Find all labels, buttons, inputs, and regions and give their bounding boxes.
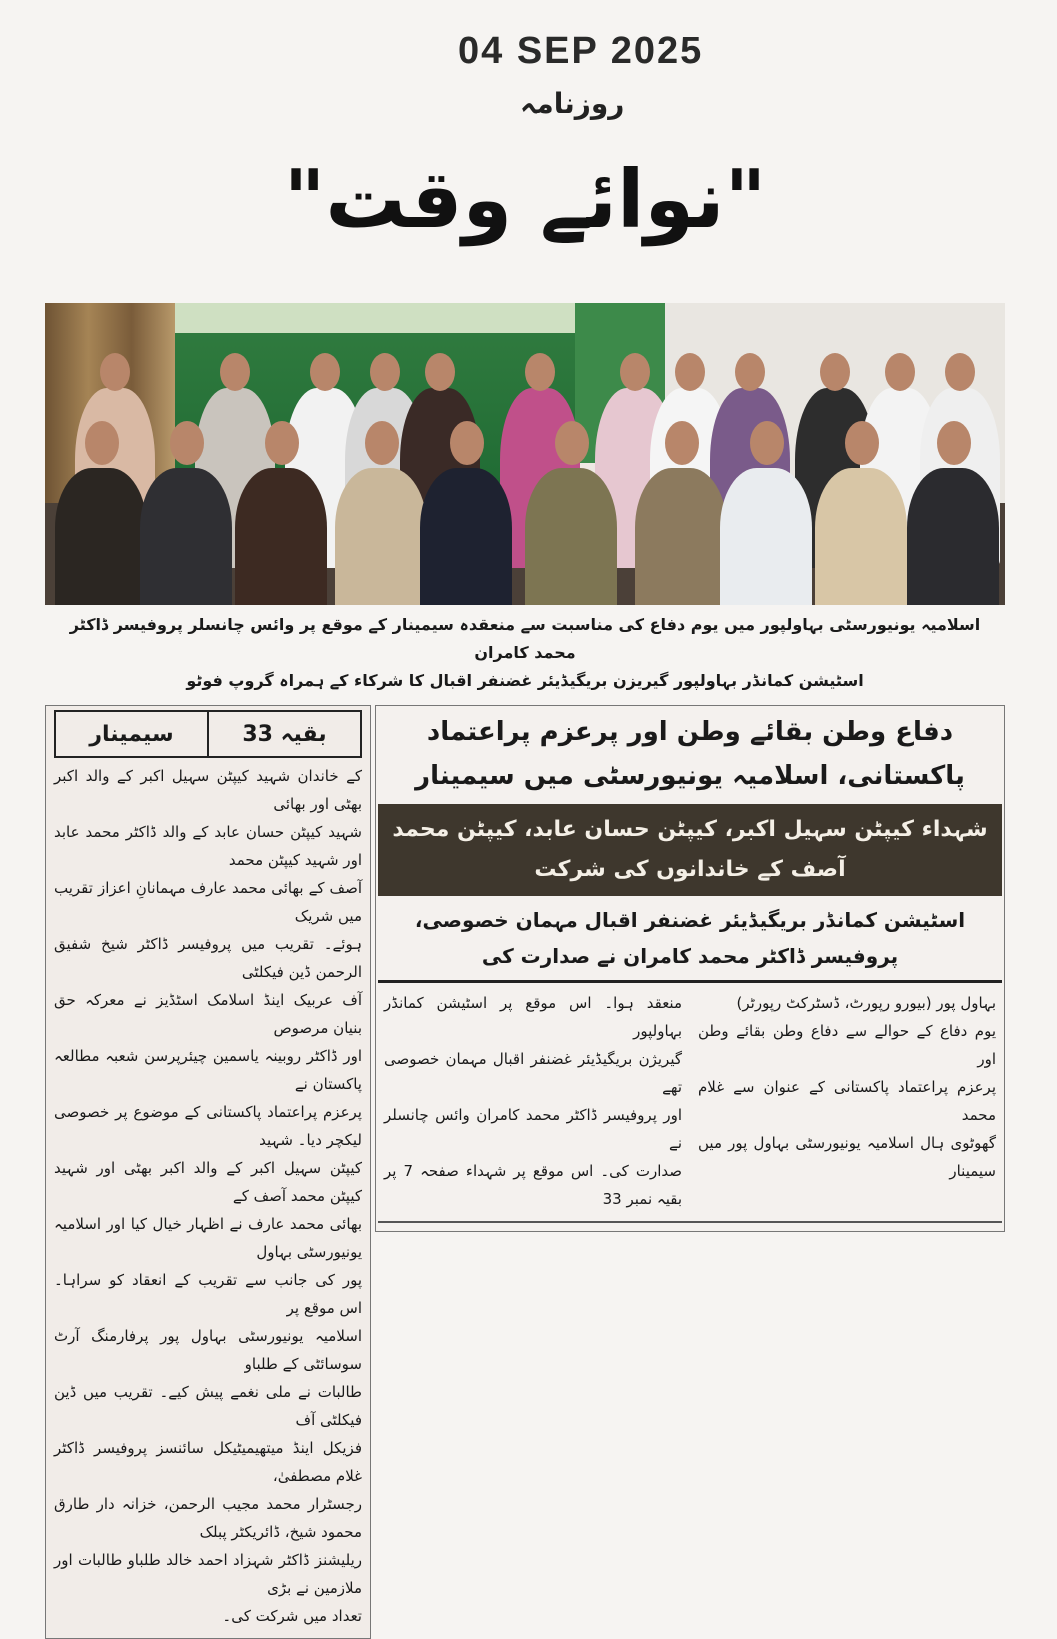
- text-line: گیریژن بریگیڈیئر غضنفر اقبال مہمان خصوصی تھے: [384, 1050, 682, 1096]
- text-line: اسلامیہ یونیورسٹی بہاول پور پرفارمنگ آرٹ سوسائٹی کے طلباو: [54, 1327, 362, 1373]
- continuation-title: سیمینار: [89, 721, 174, 747]
- continuation-column: [45, 705, 371, 1639]
- text-line: کیپٹن سہیل اکبر کے والد اکبر بھٹی اور شہید کیپٹن محمد آصف کے: [54, 1159, 362, 1205]
- person-head: [937, 421, 971, 465]
- photo-caption: [45, 605, 1005, 701]
- person: [720, 468, 812, 605]
- person: [235, 468, 327, 605]
- caption-line: اسٹیشن کمانڈر بہاولپور گیریزن بریگیڈیئر غضنفر اقبال کا شرکاء کے ہمراہ گروپ فوٹو: [186, 671, 864, 690]
- text-line: پور کی جانب سے تقریب کے انعقاد کو سراہا۔ اس موقع پر: [54, 1271, 362, 1317]
- text-line: تعداد میں شرکت کی۔: [222, 1607, 362, 1625]
- caption-line: اسلامیہ یونیورسٹی بہاولپور میں یوم دفاع کی مناسبت سے منعقدہ سیمینار کے موقع پر وائس چانسلر پروفیسر ڈاکٹر محمد کامران: [69, 615, 981, 662]
- person-head: [945, 353, 975, 391]
- person-head: [450, 421, 484, 465]
- headline: دفاع وطن بقائے وطن اور پرعزم پراعتماد پاکستانی، اسلامیہ یونیورسٹی میں سیمینار: [415, 717, 965, 791]
- person: [140, 468, 232, 605]
- person-head: [845, 421, 879, 465]
- divider: [378, 980, 1002, 983]
- text-line: اور ڈاکٹر روبینہ یاسمین چیئرپرسن شعبہ مطالعہ پاکستان نے: [54, 1047, 362, 1093]
- person: [635, 468, 727, 605]
- person-head: [365, 421, 399, 465]
- person: [525, 468, 617, 605]
- person: [335, 468, 427, 605]
- group-photo: [45, 303, 1005, 605]
- person-head: [310, 353, 340, 391]
- text-line: یوم دفاع کے حوالے سے دفاع وطن بقائے وطن اور: [698, 1022, 996, 1068]
- person-head: [170, 421, 204, 465]
- person-head: [820, 353, 850, 391]
- text-line: رجسٹرار محمد مجیب الرحمن، خزانہ دار طارق محمود شیخ، ڈائریکٹر پبلک: [54, 1495, 362, 1541]
- news-article: [375, 705, 1005, 1232]
- masthead-title: "نوائے وقت": [283, 153, 767, 246]
- text-line: بھائی محمد عارف نے اظہار خیال کیا اور اسلامیہ یونیورسٹی بہاول: [54, 1215, 362, 1261]
- continuation-label: بقیہ 33: [207, 712, 360, 756]
- text-line: منعقد ہوا۔ اس موقع پر اسٹیشن کمانڈر بہاولپور: [384, 994, 682, 1040]
- article-column-2: [384, 989, 682, 1213]
- text-line: صدارت کی۔ اس موقع پر شہداء صفحہ 7 پر بقیہ نمبر 33: [384, 1162, 682, 1208]
- publication-date: 04 SEP 2025: [458, 30, 704, 72]
- text-line: ہوئے۔ تقریب میں پروفیسر ڈاکٹر شیخ شفیق الرحمن ڈین فیکلٹی: [54, 935, 362, 981]
- text-line: بہاول پور (بیورو رپورٹ، ڈسٹرکٹ رپورٹر): [736, 994, 996, 1012]
- person: [815, 468, 907, 605]
- person-head: [620, 353, 650, 391]
- deck: اسٹیشن کمانڈر بریگیڈیئر غضنفر اقبال مہمان خصوصی، پروفیسر ڈاکٹر محمد کامران نے صدارت کی: [414, 908, 966, 968]
- text-line: آف عربیک اینڈ اسلامک اسٹڈیز نے معرکہ حق بنیان مرصوص: [54, 991, 362, 1037]
- divider: [378, 1221, 1002, 1223]
- person-head: [425, 353, 455, 391]
- person-head: [220, 353, 250, 391]
- text-line: گھوٹوی ہال اسلامیہ یونیورسٹی بہاول پور میں سیمینار: [698, 1134, 996, 1180]
- clipping: [45, 0, 1005, 1639]
- person-head: [885, 353, 915, 391]
- person-head: [85, 421, 119, 465]
- text-line: ریلیشنز ڈاکٹر شہزاد احمد خالد طلباو طالبات اور ملازمین نے بڑی: [54, 1551, 362, 1597]
- subheadline: شہداء کیپٹن سہیل اکبر، کیپٹن حسان عابد، کیپٹن محمد آصف کے خاندانوں کی شرکت: [378, 804, 1002, 896]
- article-columns: [384, 989, 996, 1213]
- text-line: پرعزم پراعتماد پاکستانی کے موضوع پر خصوصی لیکچر دیا۔ شہید: [54, 1103, 362, 1149]
- person: [55, 468, 147, 605]
- text-line: کے خاندان شہید کیپٹن سہیل اکبر کے والد اکبر بھٹی اور بھائی: [54, 767, 362, 813]
- person-head: [525, 353, 555, 391]
- text-line: اور پروفیسر ڈاکٹر محمد کامران وائس چانسلر نے: [384, 1106, 682, 1152]
- person-head: [555, 421, 589, 465]
- person-head: [665, 421, 699, 465]
- text-line: شہید کیپٹن حسان عابد کے والد ڈاکٹر محمد عابد اور شہید کیپٹن محمد: [54, 823, 362, 869]
- person-head: [750, 421, 784, 465]
- text-line: طالبات نے ملی نغمے پیش کیے۔ تقریب میں ڈین فیکلٹی آف: [54, 1383, 362, 1429]
- continuation-text: [54, 762, 362, 1630]
- continuation-header: [54, 710, 362, 758]
- text-line: آصف کے بھائی محمد عارف مہمانانِ اعزاز تقریب میں شریک: [54, 879, 362, 925]
- content-row: [45, 705, 1005, 1639]
- person-head: [735, 353, 765, 391]
- person-head: [265, 421, 299, 465]
- person: [907, 468, 999, 605]
- masthead-area: [45, 22, 1005, 303]
- person-head: [675, 353, 705, 391]
- text-line: فزیکل اینڈ میتھیمیٹیکل سائنسز پروفیسر ڈاکٹر غلام مصطفیٰ،: [54, 1439, 362, 1485]
- person: [420, 468, 512, 605]
- text-line: پرعزم پراعتماد پاکستانی کے عنوان سے غلام محمد: [698, 1078, 996, 1124]
- person-head: [100, 353, 130, 391]
- article-column-1: [698, 989, 996, 1213]
- masthead-subtitle: روزنامہ: [520, 87, 625, 120]
- person-head: [370, 353, 400, 391]
